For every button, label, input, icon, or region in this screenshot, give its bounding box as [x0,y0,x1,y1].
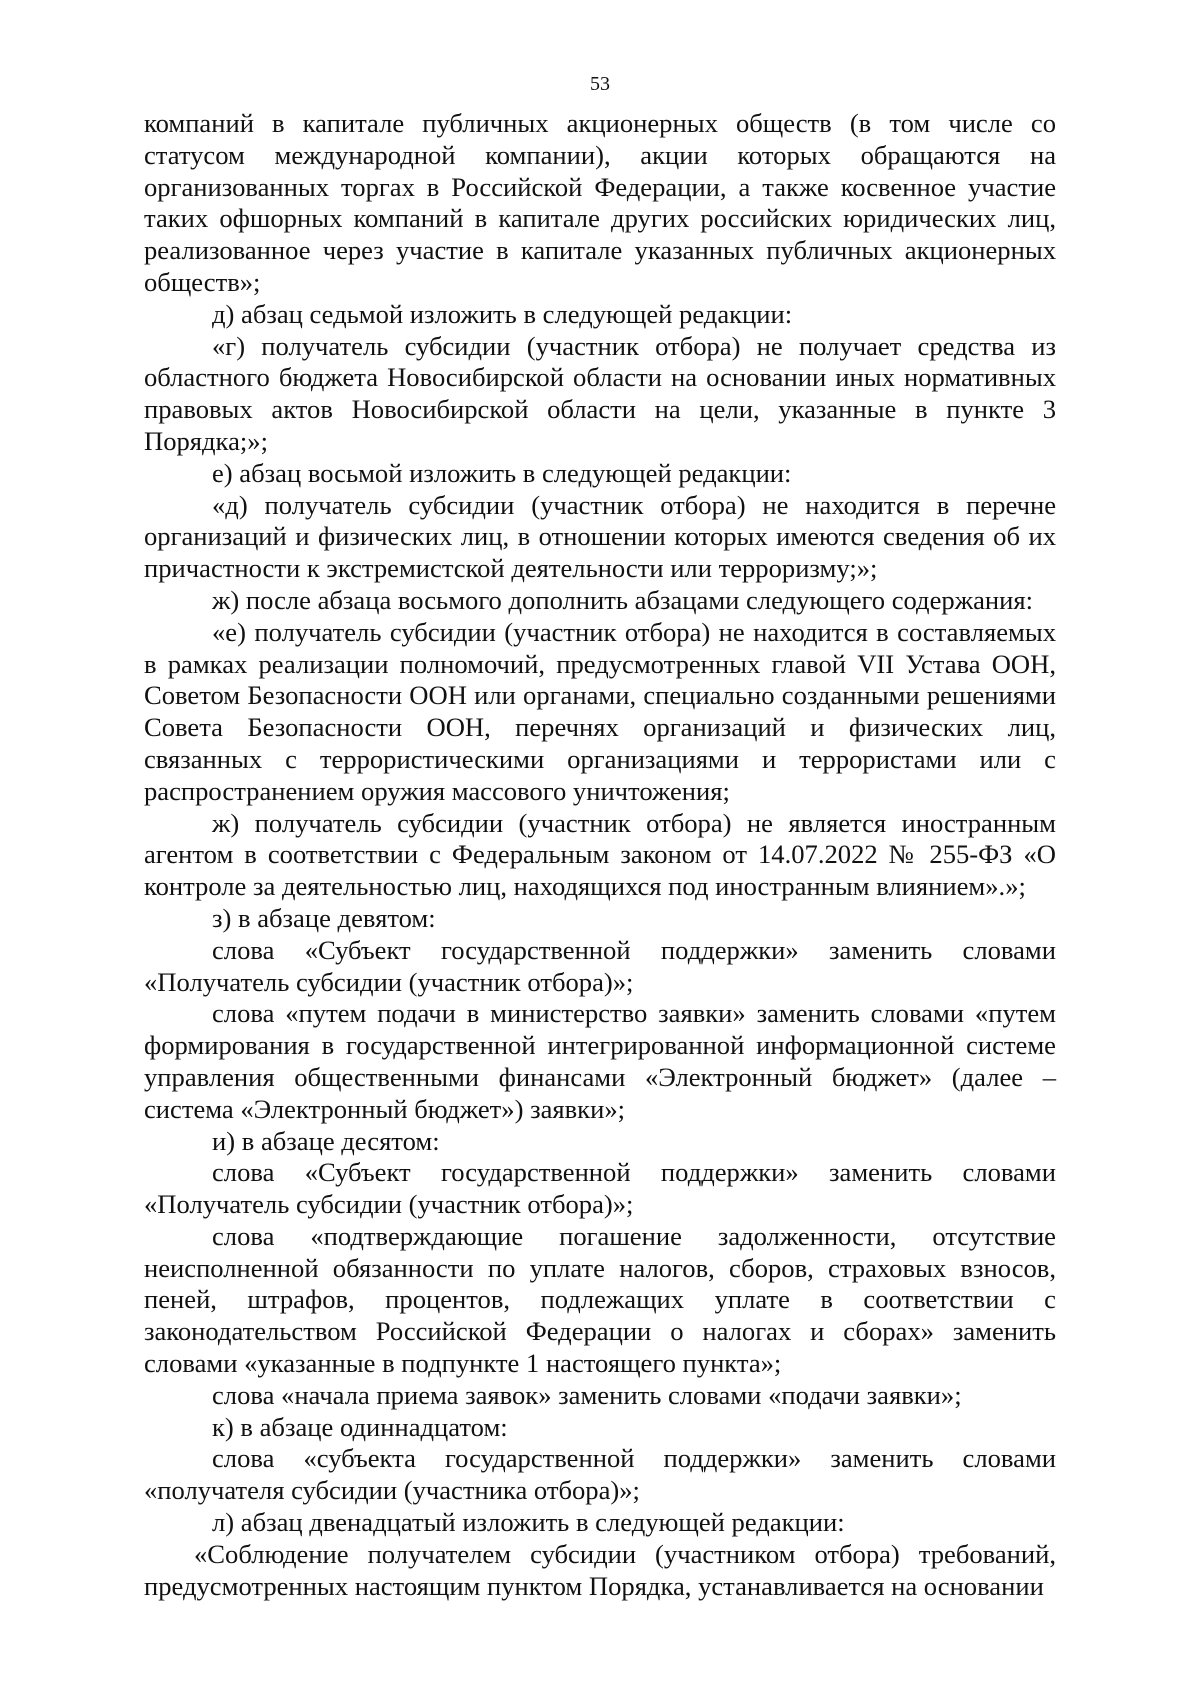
paragraph: слова «начала приема заявок» заменить словами «подачи заявки»; [212,1379,962,1410]
paragraph: «Соблюдение получателем субсидии (участником отбора) требований, предусмотренных настоящим пунктом Порядка, устанавливается на основании [144,1538,1056,1601]
paragraph: е) абзац восьмой изложить в следующей редакции: [212,457,792,488]
paragraph: слова «подтверждающие погашение задолженности, отсутствие неисполненной обязанности по уплате налогов, сборов, страховых взносов, пеней, штрафов, процентов, подлежащих уплате в соответствии с законодательством Российской Федерации о налогах и сборах» заменить словами «указанные в подпункте 1 настоящего пункта»; [144,1220,1056,1379]
paragraph: д) абзац седьмой изложить в следующей редакции: [212,298,793,329]
paragraph: «д) получатель субсидии (участник отбора) не находится в перечне организаций и физических лиц, в отношении которых имеются сведения об их причастности к экстремистской деятельности или терроризму;»; [144,489,1056,584]
paragraph: «е) получатель субсидии (участник отбора) не находится в составляемых в рамках реализации полномочий, предусмотренных главой VII Устава ООН, Советом Безопасности ООН или органами, специально созданными решениями Совета Безопасности ООН, перечнях организаций и физических лиц, связанных с террористическими организациями и террористами или с распространением оружия массового уничтожения; [144,616,1056,806]
paragraph: з) в абзаце девятом: [212,902,436,933]
paragraph: ж) после абзаца восьмого дополнить абзацами следующего содержания: [212,584,1033,615]
page-number: 53 [590,73,610,95]
paragraph: и) в абзаце десятом: [212,1125,440,1156]
paragraph: л) абзац двенадцатый изложить в следующей редакции: [212,1507,845,1538]
paragraph: к) в абзаце одиннадцатом: [212,1411,508,1442]
document-body [144,108,1056,1602]
paragraph: «г) получатель субсидии (участник отбора) не получает средства из областного бюджета Новосибирской области на основании иных нормативных правовых актов Новосибирской области на цели, указанные в пункте 3 Порядка;»; [144,330,1056,456]
paragraph: ж) получатель субсидии (участник отбора) не является иностранным агентом в соответствии с Федеральным законом от 14.07.2022 № 255-ФЗ «О контроле за деятельностью лиц, находящихся под иностранным влиянием».»; [144,807,1056,902]
paragraph: слова «Субъект государственной поддержки» заменить словами «Получатель субсидии (участник отбора)»; [144,934,1056,997]
paragraph: слова «субъекта государственной поддержки» заменить словами «получателя субсидии (участника отбора)»; [144,1443,1056,1506]
paragraph: компаний в капитале публичных акционерных обществ (в том числе со статусом международной компании), акции которых обращаются на организованных торгах в Российской Федерации, а также косвенное участие таких офшорных компаний в капитале других российских юридических лиц, реализованное через участие в капитале указанных публичных акционерных обществ»; [144,108,1056,297]
paragraph: слова «Субъект государственной поддержки» заменить словами «Получатель субсидии (участник отбора)»; [144,1157,1056,1220]
paragraph: слова «путем подачи в министерство заявки» заменить словами «путем формирования в государственной интегрированной информационной системе управления общественными финансами «Электронный бюджет» (далее – система «Электронный бюджет») заявки»; [144,998,1056,1124]
